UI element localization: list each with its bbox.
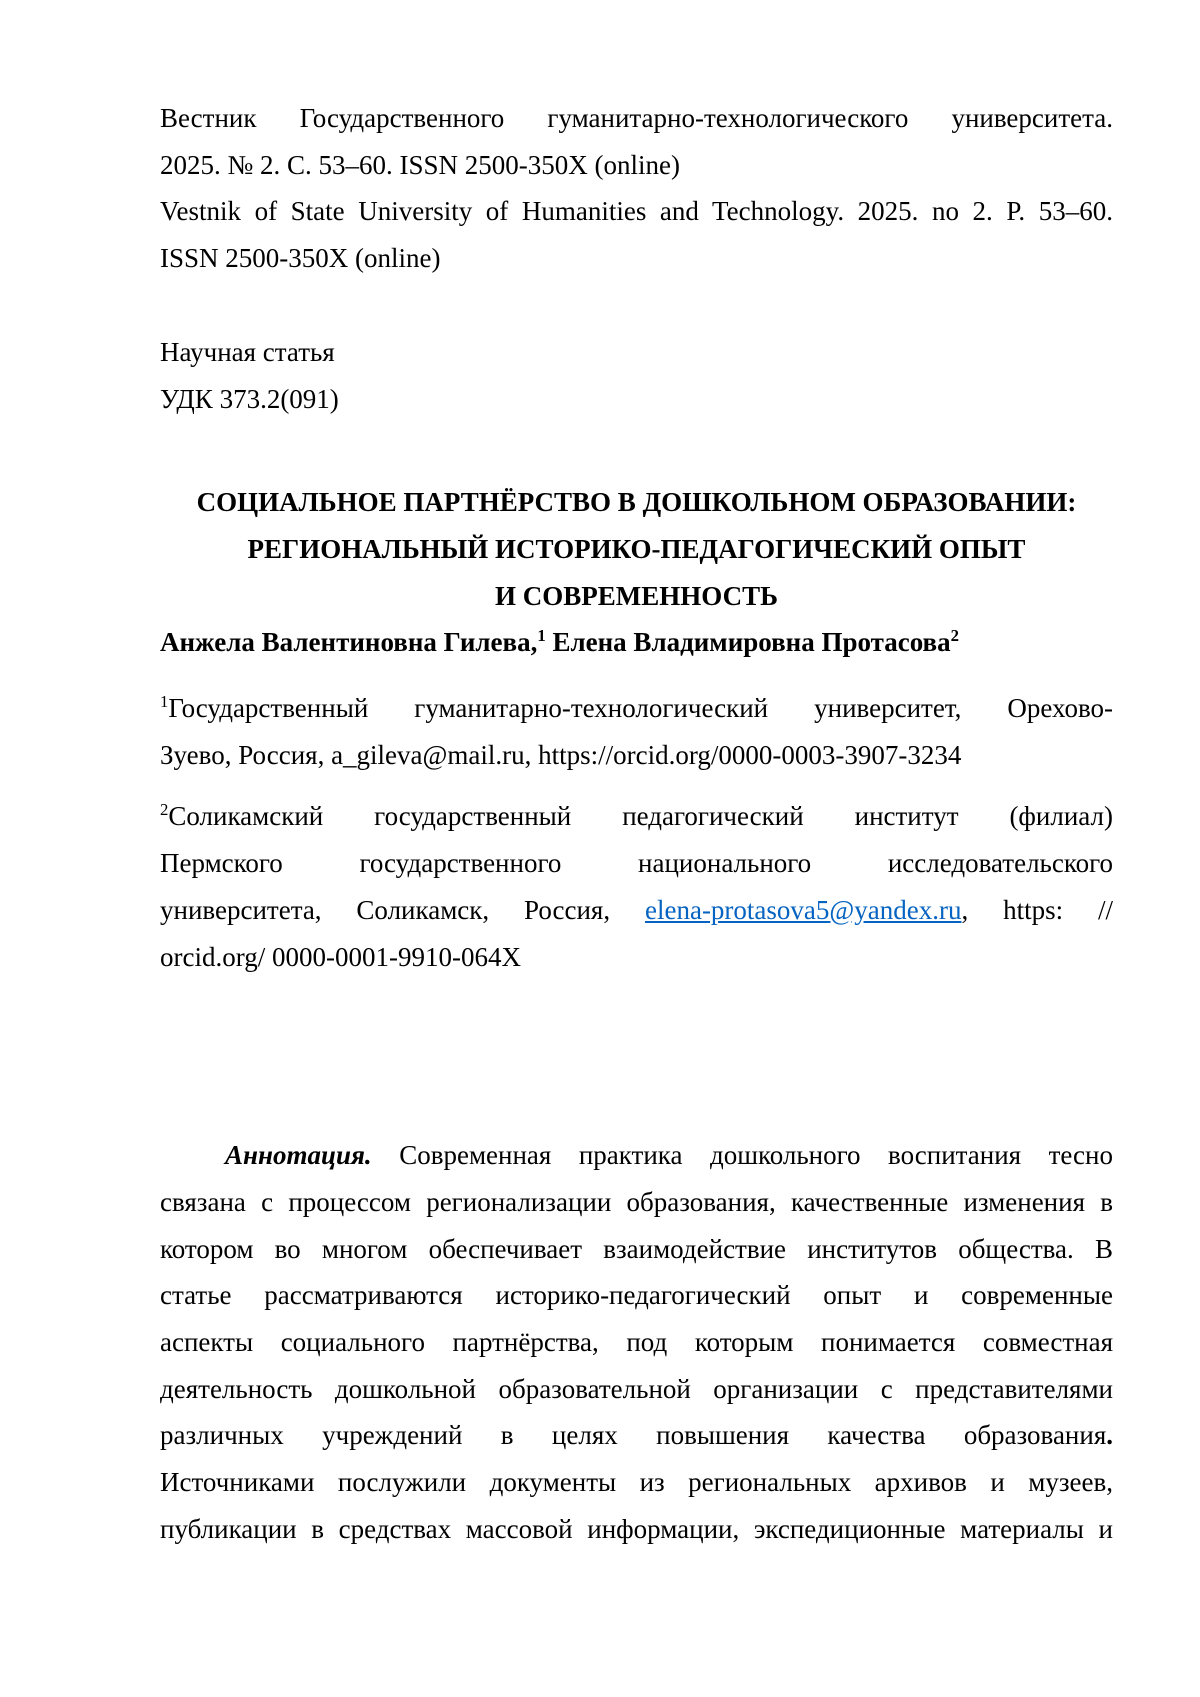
affiliation-2-line-3 [160, 887, 1113, 934]
article-meta [160, 329, 1113, 422]
affiliation-2-line-1 [160, 793, 1113, 840]
abstract-line-5: аспекты социального партнёрства, под которым понимается совместная [160, 1327, 1113, 1358]
affiliation-2-marker: 2 [160, 800, 169, 820]
citation-ru-line-2: 2025. № 2. С. 53–60. ISSN 2500-350X (online) [160, 149, 681, 180]
citation-en [160, 188, 1113, 281]
abstract-line-1 [160, 1132, 1113, 1179]
affiliation-1 [160, 685, 1113, 778]
article-type: Научная статья [160, 336, 335, 367]
affiliation-2-text: Соликамский государственный педагогический институт (филиал) [168, 801, 1113, 832]
affiliation-1-line-1 [160, 685, 1113, 732]
author-2-affiliation-marker: 2 [950, 626, 960, 646]
affiliation-2-line-4: orcid.org/ 0000-0001-9910-064X [160, 941, 521, 972]
affiliation-2 [160, 793, 1113, 980]
article-title-line-3: И СОВРЕМЕННОСТЬ [495, 580, 778, 611]
abstract [160, 1132, 1113, 1552]
abstract-line-2: связана с процессом регионализации образования, качественные изменения в [160, 1186, 1113, 1217]
abstract-line-7-text: различных учреждений в целях повышения качества образования [160, 1420, 1107, 1451]
abstract-line-7 [160, 1412, 1113, 1459]
article-title [160, 479, 1113, 619]
abstract-line-9: публикации в средствах массовой информации, экспедиционные материалы и [160, 1513, 1113, 1544]
authors-line [160, 619, 1113, 666]
affiliation-2-line-3-post: , https: // [961, 894, 1113, 925]
citation-ru [160, 95, 1113, 188]
email-link[interactable]: elena-protasova5@yandex.ru [644, 894, 962, 925]
abstract-line-8: Источниками послужили документы из региональных архивов и музеев, [160, 1467, 1113, 1498]
author-2-name: Елена Владимировна Протасова [545, 627, 951, 658]
article-title-line-1: СОЦИАЛЬНОЕ ПАРТНЁРСТВО В ДОШКОЛЬНОМ ОБРАЗОВАНИИ: [196, 487, 1077, 518]
affiliation-1-marker: 1 [160, 692, 169, 712]
author-1-name: Анжела Валентиновна Гилева, [160, 627, 538, 658]
abstract-line-6: деятельность дошкольной образовательной организации с представителями [160, 1373, 1113, 1404]
abstract-line-4: статье рассматриваются историко-педагогический опыт и современные [160, 1280, 1113, 1311]
abstract-line-3: котором во многом обеспечивает взаимодействие институтов общества. В [160, 1233, 1113, 1264]
affiliation-1-text: Государственный гуманитарно-технологический университет, Орехово- [168, 693, 1113, 724]
citation-en-line-1: Vestnik of State University of Humanities and Technology. 2025. no 2. P. 53–60. [160, 196, 1113, 227]
article-title-line-2: РЕГИОНАЛЬНЫЙ ИСТОРИКО-ПЕДАГОГИЧЕСКИЙ ОПЫТ [247, 533, 1026, 564]
citation-en-line-2: ISSN 2500-350X (online) [160, 243, 441, 274]
affiliation-1-line-2: Зуево, Россия, a_gileva@mail.ru, https://orcid.org/0000-0003-3907-3234 [160, 739, 962, 770]
udc-code: УДК 373.2(091) [160, 383, 339, 414]
abstract-line-1-text: Современная практика дошкольного воспитания тесно [371, 1140, 1113, 1171]
abstract-line-7-period: . [1106, 1420, 1113, 1451]
citation-ru-line-1: Вестник Государственного гуманитарно-технологического университета. [160, 103, 1113, 133]
affiliation-2-line-2: Пермского государственного национального исследовательского [160, 848, 1113, 879]
author-1-affiliation-marker: 1 [537, 626, 546, 646]
affiliation-2-line-3-pre: университета, Соликамск, Россия, [160, 894, 645, 925]
abstract-label: Аннотация. [225, 1140, 372, 1171]
